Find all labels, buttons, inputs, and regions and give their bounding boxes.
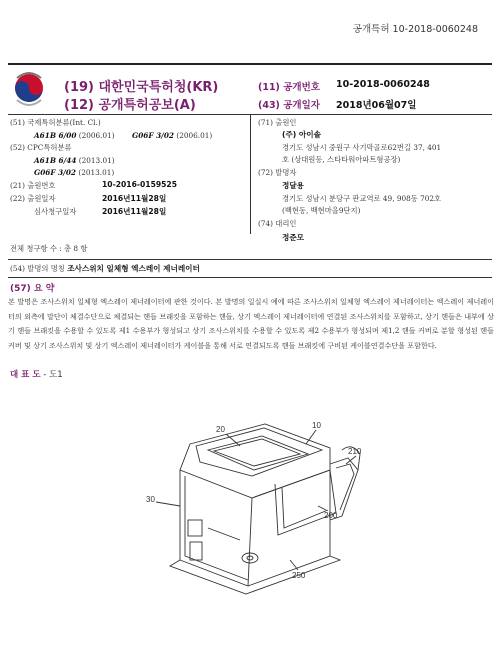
agent-name: 정준모 [282, 233, 305, 242]
label-200: 200 [324, 511, 338, 520]
agent-label: (74) 대리인 [258, 219, 297, 228]
label-10: 10 [312, 421, 321, 430]
appdate-label: (22) 출원일자 [10, 194, 56, 203]
appno-label: (21) 출원번호 [10, 181, 56, 190]
patent-figure-drawing [130, 410, 380, 600]
applicant-name: (주) 아이솔 [282, 130, 321, 139]
cpc-label: (52) CPC특허분류 [10, 143, 72, 152]
label-20: 20 [216, 425, 225, 434]
ipc-entry: G06F 3/02 (2006.01) [132, 131, 213, 140]
kipo-logo-icon [11, 70, 47, 110]
pubno-label: (11) 공개번호 [258, 82, 320, 93]
inventor-name: 정달용 [282, 181, 305, 190]
title-top-rule [8, 259, 492, 260]
invention-title-row: (54) 발명의 명칭 조사스위치 일체형 엑스레이 제너레이터 [10, 264, 200, 273]
pubdate-label: (43) 공개일자 [258, 100, 320, 111]
document-type: (12) 공개특허공보(A) [64, 98, 196, 113]
appno-value: 10-2016-0159525 [102, 180, 177, 189]
applicant-address: 경기도 성남시 중원구 사기막골로62번길 37, 401 [282, 143, 442, 152]
column-divider [250, 114, 251, 234]
cpc-entry: A61B 6/44 (2013.01) [34, 156, 115, 165]
applicant-address: 호 (상대원동, 스타타워아파트형공장) [282, 155, 401, 164]
inventor-address: 경기도 성남시 분당구 판교역로 49, 908동 702호 [282, 194, 442, 203]
header-top-rule [8, 63, 492, 65]
inventor-address: (백현동, 백현마을9단지) [282, 206, 361, 215]
office-name: (19) 대한민국특허청(KR) [64, 80, 219, 95]
representative-drawing-label: 대 표 도 - 도1 [10, 370, 63, 380]
label-250: 250 [292, 571, 306, 580]
exam-label: 심사청구일자 [34, 207, 77, 216]
pubno-value: 10-2018-0060248 [336, 79, 430, 90]
abstract-text: 본 발명은 조사스위치 일체형 엑스레이 제너레이터에 관한 것이다. 본 발명의 일실시 예에 따른 조사스위치 일체형 엑스레이 제너레이터는 엑스레이 제너레이터의 외측에 말단이 체결수단으로 체결되는 핸들 브래킷을 포함하는 핸들, 상기 엑스레이 제너레이터에 연결된 조사스위치를 포함하고, 상기 핸들은 내부에 상기 핸들 브래킷을 수용할 수 있도록 제1 수용부가 형성되고 상기 조사스위치를 수용할 수 있도록 제2 수용부가 형성되며 제1,2 핸들 커버로 분할 형성된 핸들 커버 및 상기 조사스위치 및 상기 엑스레이 제너레이터가 케이블을 통해 서로 연결되도록 핸들 브래킷에 구비된 케이블연결수단을 포함한다. [8, 297, 494, 350]
applicant-label: (71) 출원인 [258, 118, 297, 127]
invention-title: 조사스위치 일체형 엑스레이 제너레이터 [67, 264, 200, 273]
ipc-label: (51) 국제특허분류(Int. Cl.) [10, 118, 101, 127]
appdate-value: 2016년11월28일 [102, 194, 167, 203]
exam-value: 2016년11월28일 [102, 207, 167, 216]
title-bottom-rule [8, 277, 492, 278]
inventor-label: (72) 발명자 [258, 168, 297, 177]
claims-total: 전체 청구항 수 : 총 8 항 [10, 244, 88, 253]
publication-number: 공개특허 10-2018-0060248 [352, 24, 478, 35]
ipc-entry: A61B 6/00 (2006.01) [34, 131, 115, 140]
pubdate-value: 2018년06월07일 [336, 100, 417, 111]
cpc-entry: G06F 3/02 (2013.01) [34, 168, 115, 177]
label-30: 30 [146, 495, 155, 504]
label-210: 210 [348, 447, 362, 456]
abstract-heading: (57) 요 약 [10, 284, 55, 294]
